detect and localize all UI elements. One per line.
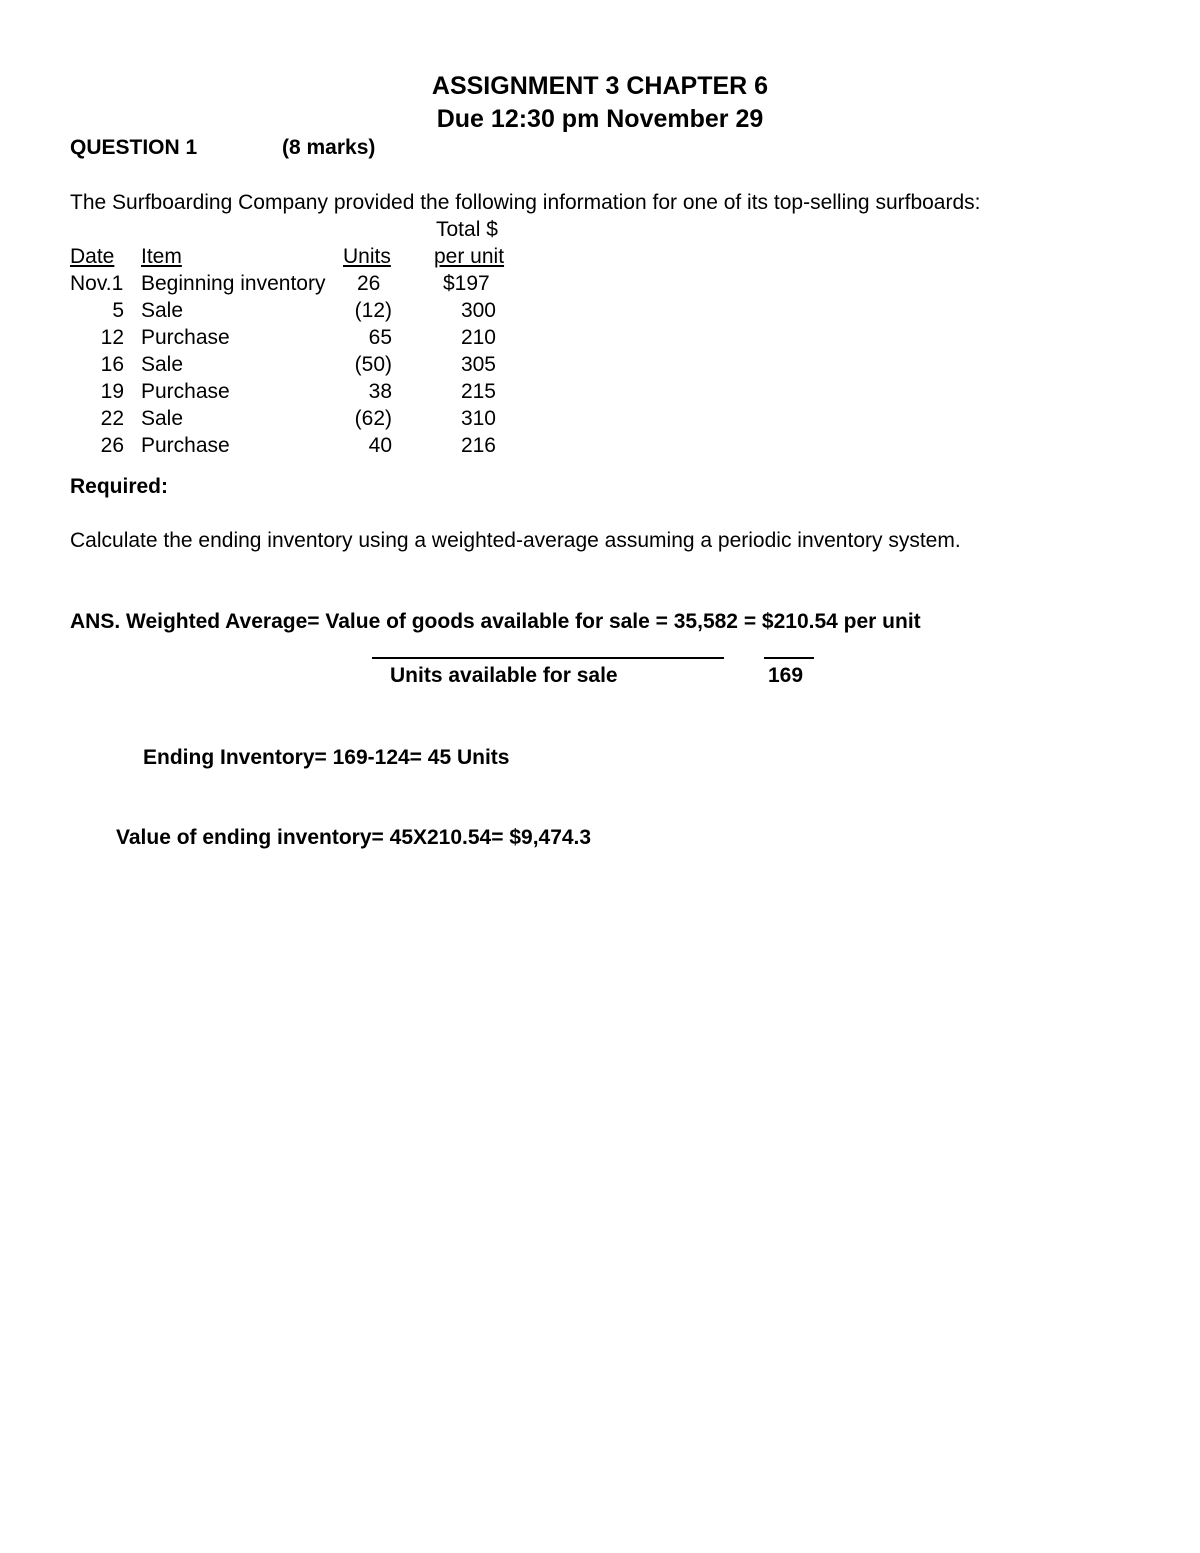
- question-intro: The Surfboarding Company provided the following information for one of its top-selling surfboards:: [70, 191, 981, 214]
- table-cell-date: 12: [100, 326, 124, 349]
- table-header-total: Total $: [436, 218, 498, 241]
- table-cell-date: 22: [100, 407, 124, 430]
- table-cell-units: 65: [368, 326, 392, 349]
- column-header-units: Units: [343, 245, 391, 268]
- table-cell-price: 305: [460, 353, 496, 376]
- answer-ending-inventory: Ending Inventory= 169-124= 45 Units: [143, 746, 510, 769]
- table-cell-units: 38: [368, 380, 392, 403]
- required-text: Calculate the ending inventory using a weighted-average assuming a periodic inventory system.: [70, 529, 961, 552]
- table-cell-date: 19: [100, 380, 124, 403]
- table-cell-price: 215: [460, 380, 496, 403]
- answer-denominator-label: Units available for sale: [390, 664, 618, 687]
- table-cell-price: 300: [460, 299, 496, 322]
- table-cell-item: Purchase: [141, 380, 230, 403]
- table-cell-price: $197: [443, 272, 490, 295]
- table-cell-item: Beginning inventory: [141, 272, 326, 295]
- assignment-title: ASSIGNMENT 3 CHAPTER 6: [431, 72, 769, 100]
- table-cell-units: (12): [354, 299, 392, 322]
- due-date-title: Due 12:30 pm November 29: [436, 105, 764, 133]
- column-header-per-unit: per unit: [434, 245, 505, 268]
- table-cell-price: 216: [460, 434, 496, 457]
- table-cell-date: 5: [112, 299, 124, 322]
- table-cell-date: 26: [100, 434, 124, 457]
- table-cell-item: Sale: [141, 299, 184, 322]
- fraction-bar-value: [764, 657, 814, 659]
- table-cell-item: Purchase: [141, 434, 230, 457]
- table-cell-item: Sale: [141, 353, 184, 376]
- column-header-date: Date: [70, 245, 115, 268]
- table-cell-date: 16: [100, 353, 124, 376]
- table-cell-units: (50): [354, 353, 392, 376]
- answer-weighted-average: ANS. Weighted Average= Value of goods available for sale = 35,582 = $210.54 per unit: [70, 610, 921, 633]
- table-cell-item: Purchase: [141, 326, 230, 349]
- table-cell-price: 310: [460, 407, 496, 430]
- question-marks: (8 marks): [282, 136, 376, 159]
- answer-denominator-value: 169: [768, 664, 804, 687]
- fraction-bar-label: [372, 657, 724, 659]
- question-label: QUESTION 1: [70, 136, 198, 159]
- required-label: Required:: [70, 475, 169, 498]
- table-cell-units: (62): [354, 407, 392, 430]
- table-cell-date: Nov.1: [70, 272, 124, 295]
- answer-value-ending-inventory: Value of ending inventory= 45X210.54= $9,474.3: [116, 826, 592, 849]
- table-cell-price: 210: [460, 326, 496, 349]
- table-cell-units: 26: [357, 272, 381, 295]
- column-header-item: Item: [141, 245, 182, 268]
- table-cell-item: Sale: [141, 407, 184, 430]
- table-cell-units: 40: [368, 434, 392, 457]
